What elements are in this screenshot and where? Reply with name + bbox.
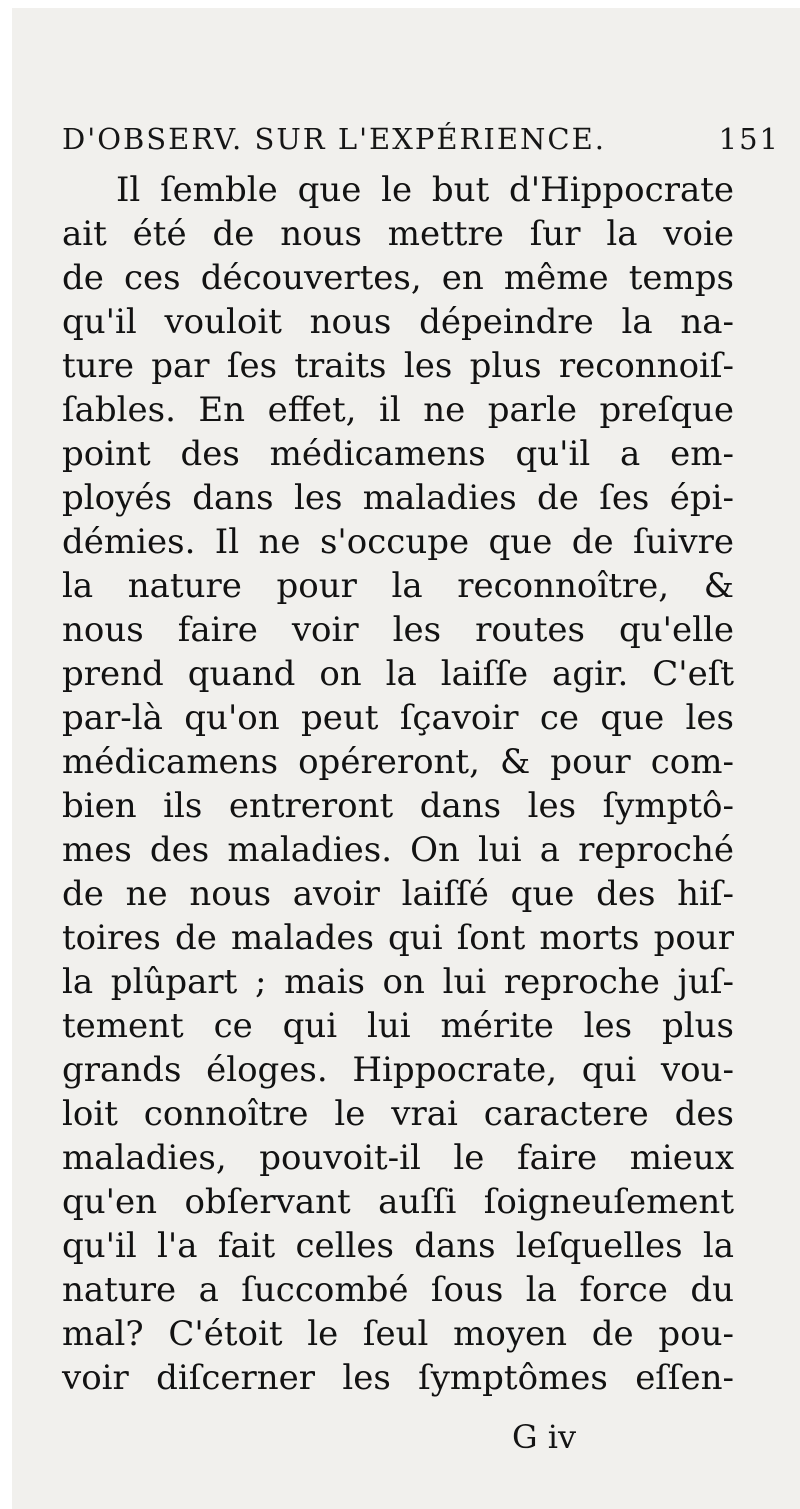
text-line: maladies, pouvoit-il le faire mieux xyxy=(62,1138,734,1178)
text-line: ployés dans les maladies de ſes épi- xyxy=(62,478,734,518)
text-line: qu'il l'a fait celles dans leſquelles la xyxy=(62,1226,734,1266)
text-line: mal? C'étoit le ſeul moyen de pou- xyxy=(62,1314,734,1354)
text-line: démies. Il ne s'occupe que de ſuivre xyxy=(62,522,734,562)
running-header xyxy=(62,122,780,162)
text-line: qu'il vouloit nous dépeindre la na- xyxy=(62,302,734,342)
scan-margin-left xyxy=(0,0,12,1509)
text-line: toires de malades qui ſont morts pour xyxy=(62,918,734,958)
page-number: 151 xyxy=(718,122,780,156)
text-line: voir diſcerner les ſymptômes eſſen- xyxy=(62,1358,734,1398)
text-line: qu'en obſervant auſſi ſoigneuſement xyxy=(62,1182,734,1222)
text-line: bien ils entreront dans les ſymptô- xyxy=(62,786,734,826)
text-line: médicamens opéreront, & pour com- xyxy=(62,742,734,782)
text-line: de ne nous avoir laiſſé que des hiſ- xyxy=(62,874,734,914)
text-line: ture par ſes traits les plus reconnoiſ- xyxy=(62,346,734,386)
running-title: D'OBSERV. SUR L'EXPÉRIENCE. xyxy=(62,122,606,156)
text-line: Il ſemble que le but d'Hippocrate xyxy=(116,170,734,210)
text-line: la plûpart ; mais on lui reproche juſ- xyxy=(62,962,734,1002)
text-line: loit connoître le vrai caractere des xyxy=(62,1094,734,1134)
text-line: nature a ſuccombé ſous la force du xyxy=(62,1270,734,1310)
text-line: point des médicamens qu'il a em- xyxy=(62,434,734,474)
text-line: ſables. En effet, il ne parle preſque xyxy=(62,390,734,430)
text-line: la nature pour la reconnoître, & xyxy=(62,566,734,606)
text-line: tement ce qui lui mérite les plus xyxy=(62,1006,734,1046)
text-line: nous faire voir les routes qu'elle xyxy=(62,610,734,650)
signature-mark: G iv xyxy=(512,1418,577,1456)
text-line: de ces découvertes, en même temps xyxy=(62,258,734,298)
text-line: ait été de nous mettre ſur la voie xyxy=(62,214,734,254)
text-line: mes des maladies. On lui a reproché xyxy=(62,830,734,870)
text-line: par-là qu'on peut ſçavoir ce que les xyxy=(62,698,734,738)
text-line: grands éloges. Hippocrate, qui vou- xyxy=(62,1050,734,1090)
scan-margin-top xyxy=(0,0,800,8)
body-text xyxy=(62,168,734,1400)
text-line: prend quand on la laiſſe agir. C'eſt xyxy=(62,654,734,694)
